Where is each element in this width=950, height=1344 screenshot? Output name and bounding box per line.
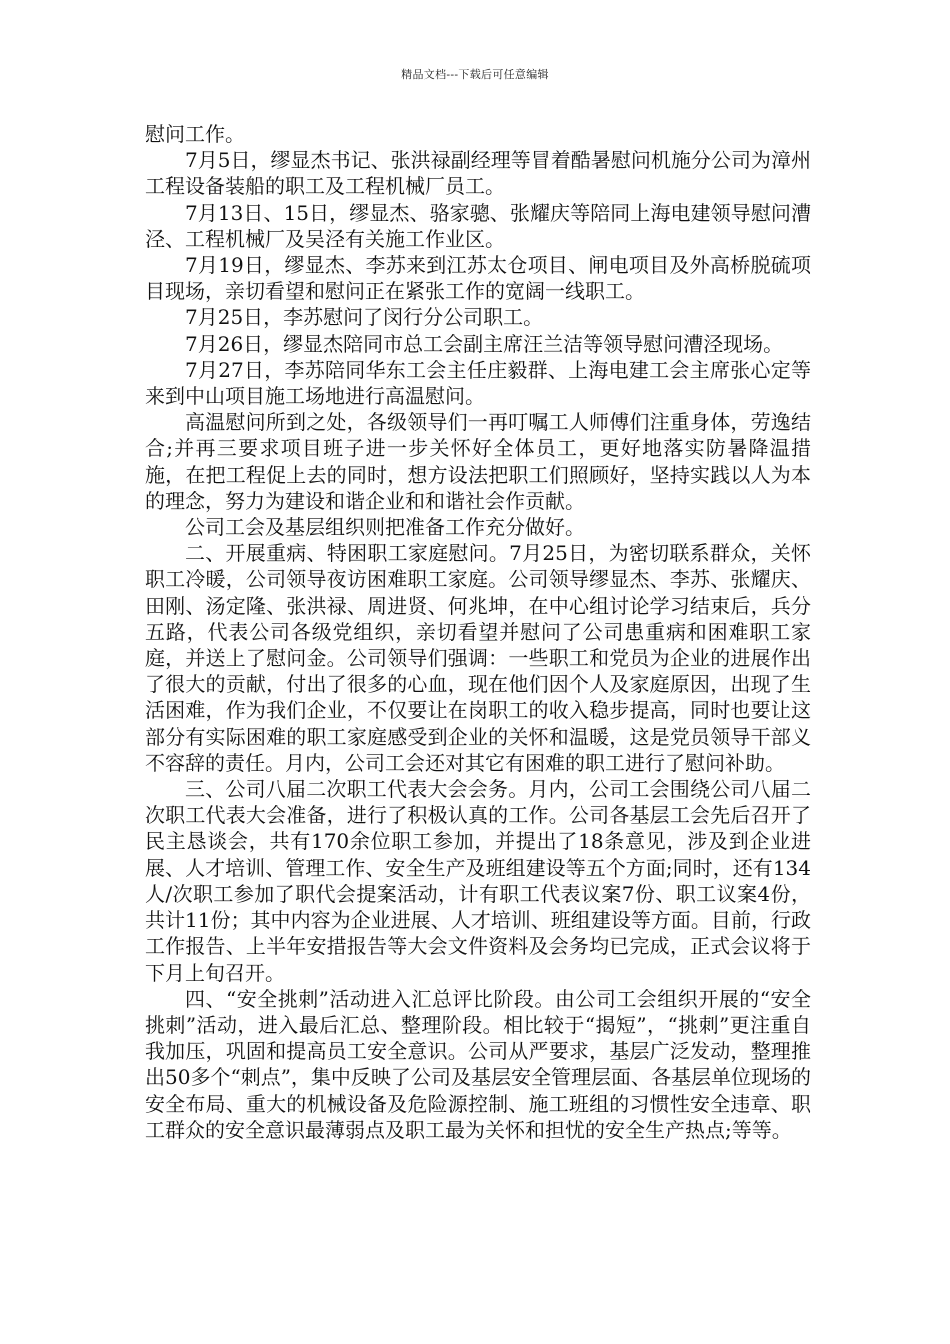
paragraph: 高温慰问所到之处，各级领导们一再叮嘱工人师傅们注重身体，劳逸结合;并再三要求项目班子进一步关怀好全体员工，更好地落实防暑降温措施，在把工程促上去的同时，想方设法把职工们照顾好，坚持实践以人为本的理念，努力为建设和谐企业和和谐社会作贡献。 xyxy=(145,410,811,513)
paragraph: 公司工会及基层组织则把准备工作充分做好。 xyxy=(185,515,585,540)
paragraph: 7月26日，缪显杰陪同市总工会副主席汪兰洁等领导慰问漕泾现场。 xyxy=(185,331,784,356)
paragraph: 二、开展重病、特困职工家庭慰问。7月25日，为密切联系群众，关怀职工冷暖，公司领导夜访困难职工家庭。公司领导缪显杰、李苏、张耀庆、田刚、汤定隆、张洪禄、周进贤、何兆坤，在中心组讨论学习结束后，兵分五路，代表公司各级党组织，亲切看望并慰问了公司患重病和困难职工家庭，并送上了慰问金。公司领导们强调：一些职工和党员为企业的进展作出了很大的贡献，付出了很多的心血，现在他们因个人及家庭原因，出现了生活困难，作为我们企业，不仅要让在岗职工的收入稳步提高，同时也要让这部分有实际困难的职工家庭感受到企业的关怀和温暖，这是党员领导干部义不容辞的责任。月内，公司工会还对其它有困难的职工进行了慰问补助。 xyxy=(145,541,811,775)
paragraph: 7月5日，缪显杰书记、张洪禄副经理等冒着酷暑慰问机施分公司为漳州工程设备装船的职工及工程机械厂员工。 xyxy=(145,148,811,199)
document-body xyxy=(145,121,811,1143)
paragraph: 7月19日，缪显杰、李苏来到江苏太仓项目、闸电项目及外高桥脱硫项目现场，亲切看望和慰问正在紧张工作的宽阔一线职工。 xyxy=(145,253,811,304)
paragraph: 7月13日、15日，缪显杰、骆家骢、张耀庆等陪同上海电建领导慰问漕泾、工程机械厂及吴泾有关施工作业区。 xyxy=(145,200,811,251)
paragraph: 四、“安全挑刺”活动进入汇总评比阶段。由公司工会组织开展的“安全挑刺”活动，进入最后汇总、整理阶段。相比较于“揭短”，“挑刺”更注重自我加压，巩固和提高员工安全意识。公司从严要求，基层广泛发动，整理推出50多个“刺点”，集中反映了公司及基层安全管理层面、各基层单位现场的安全布局、重大的机械设备及危险源控制、施工班组的习惯性安全违章、职工群众的安全意识最薄弱点及职工最为关怀和担忧的安全生产热点;等等。 xyxy=(145,986,811,1142)
page-header: 精品文档---下载后可任意编辑 xyxy=(401,68,549,81)
paragraph: 三、公司八届二次职工代表大会会务。月内，公司工会围绕公司八届二次职工代表大会准备，进行了积极认真的工作。公司各基层工会先后召开了民主恳谈会，共有170余位职工参加，并提出了18条意见，涉及到企业进展、人才培训、管理工作、安全生产及班组建设等五个方面;同时，还有134人/次职工参加了职代会提案活动，计有职工代表议案7份、职工议案4份，共计11份；其中内容为企业进展、人才培训、班组建设等方面。目前，行政工作报告、上半年安措报告等大会文件资料及会务均已完成，正式会议将于下月上旬召开。 xyxy=(145,777,811,985)
paragraph: 7月25日，李苏慰问了闵行分公司职工。 xyxy=(185,305,544,330)
paragraph: 慰问工作。 xyxy=(145,122,245,146)
paragraph: 7月27日，李苏陪同华东工会主任庄毅群、上海电建工会主席张心定等来到中山项目施工场地进行高温慰问。 xyxy=(145,357,811,409)
